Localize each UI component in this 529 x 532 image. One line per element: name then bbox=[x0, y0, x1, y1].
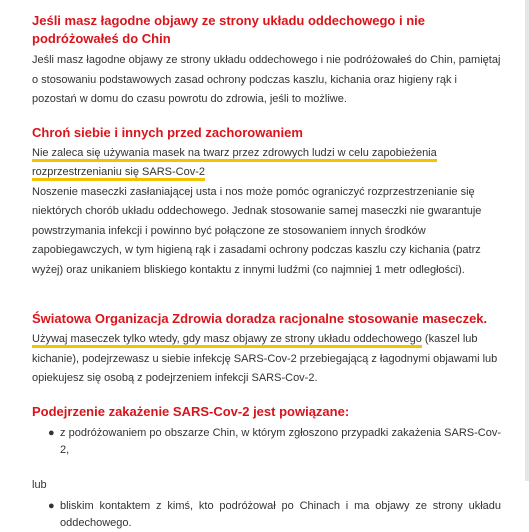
section-title: Chroń siebie i innych przed zachorowaniem bbox=[32, 124, 303, 140]
bullet-dot-icon: ● bbox=[48, 426, 55, 439]
section-highlight-para bbox=[32, 144, 501, 183]
section-body-para bbox=[32, 330, 501, 389]
section-title: Jeśli masz łagodne objawy ze strony układu oddechowego i nie podróżowałeś do Chin bbox=[32, 13, 425, 46]
section-body: Jeśli masz łagodne objawy ze strony układu oddechowego i nie podróżowałeś do Chin, pamiętaj o stosowaniu podstawowych zasad ochrony podczas kaszlu, kichania oraz higieny rąk i pozostań w domu do czasu powrotu do zdrowia, jeśli to możliwe. bbox=[32, 54, 501, 105]
highlighted-text: Używaj maseczek tylko wtedy, gdy masz objawy ze strony układu oddechowego bbox=[32, 333, 422, 348]
bullet-list bbox=[32, 498, 501, 532]
list-item bbox=[48, 498, 501, 532]
section-suspected-infection bbox=[32, 403, 501, 532]
section-title: Podejrzenie zakażenie SARS-Cov-2 jest powiązane: bbox=[32, 403, 350, 419]
section-who-advice bbox=[32, 310, 501, 389]
highlighted-text: Nie zaleca się używania masek na twarz przez zdrowych ludzi w celu zapobieżenia rozprzestrzenianiu się SARS-Cov-2 bbox=[32, 147, 437, 182]
section-title: Światowa Organizacja Zdrowia doradza racjonalne stosowanie maseczek. bbox=[32, 311, 488, 326]
list-item bbox=[48, 425, 501, 459]
list-item-text: z podróżowaniem po obszarze Chin, w którym zgłoszono przypadki zakażenia SARS-Cov-2, bbox=[60, 426, 501, 456]
section-mild-symptoms bbox=[32, 12, 501, 110]
section-body: Noszenie maseczki zasłaniającej usta i nos może pomóc ograniczyć rozprzestrzenianie się niektórych chorób układu oddechowego. Jednak stosowanie samej maseczki nie gwarantuje powstrzymania infekcji i powinno być połączone ze stosowaniem innych środków zapobiegawczych, w tym higieną rąk i zasadami ochrony podczas kaszlu czy kichania (patrz wyżej) oraz unikaniem bliskiego kontaktu z innymi ludźmi (co najmniej 1 metr odległości). bbox=[32, 185, 482, 276]
page-right-border bbox=[525, 0, 529, 481]
list-item-text: bliskim kontaktem z kimś, kto podróżował po Chinach i ma objawy ze strony układu oddechowego. bbox=[60, 499, 501, 529]
section-body: (kaszel lub kichanie), podejrzewasz u siebie infekcję SARS-Cov-2 przebiegającą z łagodnymi objawami lub opiekujesz się osobą z podejrzeniem infekcji SARS-Cov-2. bbox=[32, 333, 498, 384]
section-protect-yourself bbox=[32, 124, 501, 281]
connector-text: lub bbox=[32, 478, 47, 491]
bullet-dot-icon: ● bbox=[48, 499, 55, 512]
bullet-list bbox=[32, 425, 501, 459]
